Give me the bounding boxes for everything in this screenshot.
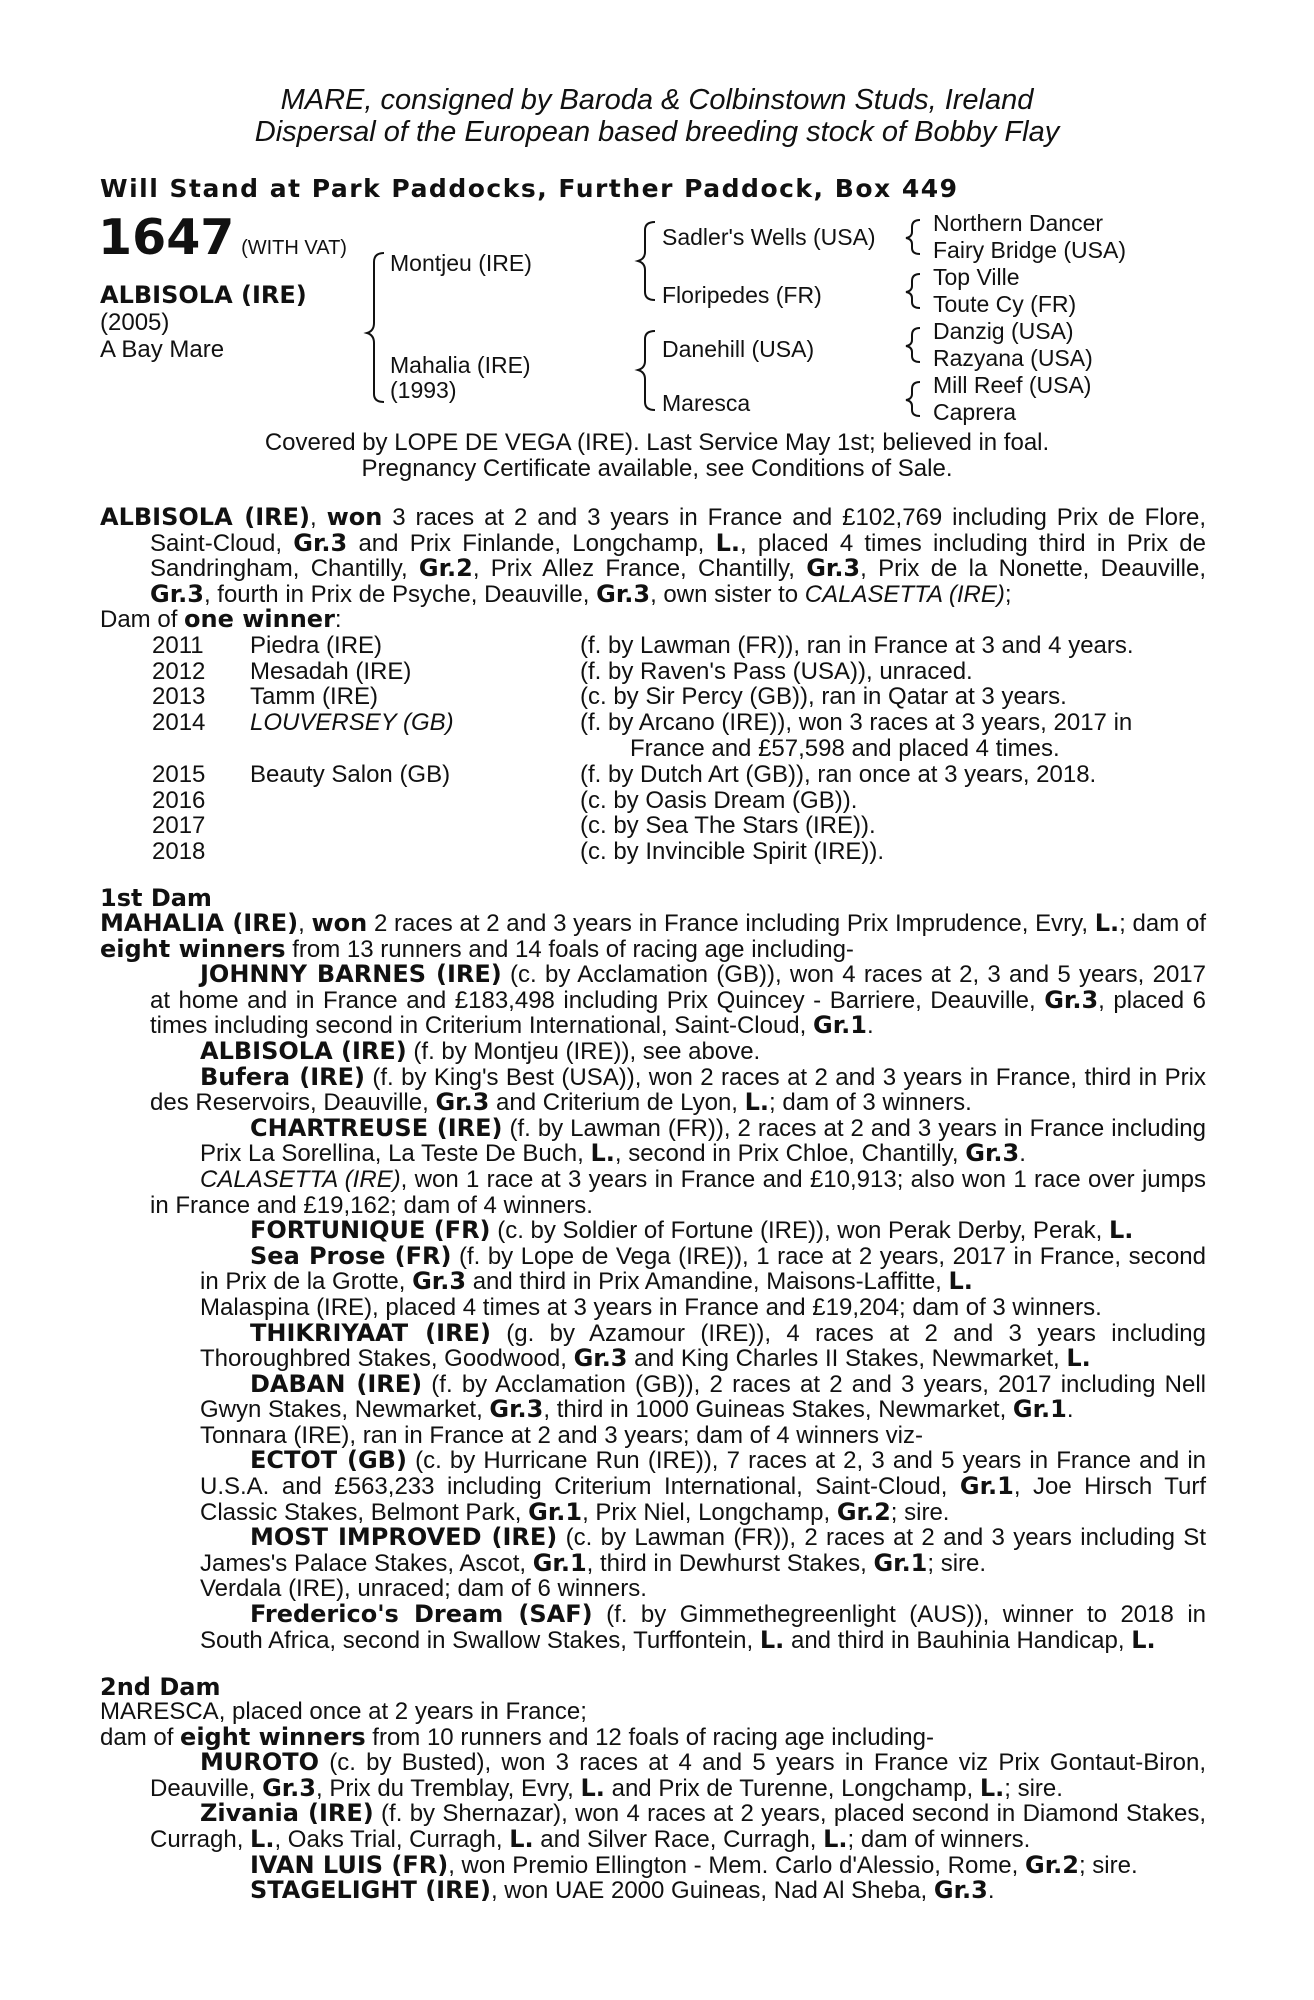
- produce-name: Piedra (IRE): [250, 632, 383, 659]
- produce-detail: (f. by Arcano (IRE)), won 3 races at 3 years, 2017 in: [580, 709, 1133, 736]
- produce-year: 2015: [152, 761, 206, 788]
- first-dam-entry: MAHALIA (IRE), won 2 races at 2 and 3 years in France including Prix Imprudence, Evry, L.; dam of eight winners from 13 runners and 14 foals of racing age including-: [100, 909, 1206, 963]
- produce-detail: (c. by Sea The Stars (IRE)).: [580, 812, 876, 839]
- grand-offspring-entry: DABAN (IRE) (f. by Acclamation (GB)), 2 races at 2 and 3 years, 2017 including Nell Gwyn Stakes, Newmarket, Gr.3, third in 1000 Guineas Stakes, Newmarket, Gr.1.: [200, 1369, 1207, 1424]
- produce-year: 2016: [152, 787, 206, 814]
- grand-offspring-entry: IVAN LUIS (FR), won Premio Ellington - Mem. Carlo d'Alessio, Rome, Gr.2; sire.: [250, 1850, 1138, 1879]
- pedigree-sire-sire: Sadler's Wells (USA): [662, 224, 876, 250]
- produce-name: LOUVERSEY (GB): [250, 709, 454, 736]
- produce-year: 2018: [152, 838, 206, 865]
- first-dam-heading: 1st Dam: [100, 884, 212, 912]
- mare-name: ALBISOLA (IRE): [100, 503, 310, 531]
- second-dam-section: [100, 1699, 1206, 1904]
- mare-record: [100, 505, 1206, 633]
- pedigree-dam-sire: Danehill (USA): [662, 336, 815, 362]
- bracket-gen3-1: [906, 220, 920, 254]
- grand-offspring-entry: ECTOT (GB) (c. by Hurricane Run (IRE)), 7 races at 2, 3 and 5 years in France and in U.S.A. and £563,233 including Criterium International, Saint-Cloud, Gr.1, Joe Hirsch Turf Classic Stakes, Belmont Park, Gr.1, Prix Niel, Longchamp, Gr.2; sire.: [200, 1446, 1207, 1526]
- lot-horse-name: ALBISOLA (IRE): [100, 281, 307, 309]
- offspring-entry: ALBISOLA (IRE) (f. by Montjeu (IRE)), see above.: [200, 1036, 761, 1065]
- produce-detail: (f. by Lawman (FR)), ran in France at 3 and 4 years.: [580, 632, 1134, 659]
- grand-offspring-entry: STAGELIGHT (IRE), won UAE 2000 Guineas, Nad Al Sheba, Gr.3.: [250, 1876, 995, 1905]
- offspring-entry: Zivania (IRE) (f. by Shernazar), won 4 races at 2 years, placed second in Diamond Stakes, Curragh, L., Oaks Trial, Curragh, L. and Silver Race, Curragh, L.; dam of winners.: [150, 1799, 1206, 1853]
- grand-offspring-entry: FORTUNIQUE (FR) (c. by Soldier of Fortune (IRE)), won Perak Derby, Perak, L.: [250, 1216, 1134, 1245]
- bracket-gen1: [367, 253, 384, 402]
- pedigree-dam-dam: Maresca: [662, 390, 751, 416]
- pedigree-dam-year: (1993): [390, 377, 457, 403]
- produce-year: 2017: [152, 812, 206, 839]
- pedigree-g3-5: Danzig (USA): [933, 318, 1074, 344]
- pedigree-g3-7: Mill Reef (USA): [933, 372, 1092, 398]
- grand-offspring-entry: THIKRIYAAT (IRE) (g. by Azamour (IRE)), 4 races at 2 and 3 years including Thoroughbred Stakes, Goodwood, Gr.3 and King Charles II Stakes, Newmarket, L.: [200, 1318, 1207, 1373]
- bracket-gen3-4: [906, 382, 920, 416]
- bracket-gen2-top: [638, 222, 655, 300]
- vat-note: (WITH VAT): [241, 237, 347, 259]
- offspring-entry: CALASETTA (IRE), won 1 race at 3 years in France and £10,913; also won 1 race over jumps in France and £19,162; dam of 4 winners.: [150, 1165, 1206, 1219]
- catalogue-header-consignor: MARE, consigned by Baroda & Colbinstown Studs, Ireland: [280, 84, 1034, 116]
- grand-offspring-entry: CHARTREUSE (IRE) (f. by Lawman (FR)), 2 races at 2 and 3 years in France including Prix La Sorellina, La Teste De Buch, L., second in Prix Chloe, Chantilly, Gr.3.: [200, 1113, 1207, 1168]
- grand-offspring-entry: Frederico's Dream (SAF) (f. by Gimmethegreenlight (AUS)), winner to 2018 in South Africa, second in Swallow Stakes, Turffontein, L. and third in Bauhinia Handicap, L.: [200, 1600, 1206, 1654]
- pedigree-sire: Montjeu (IRE): [390, 250, 532, 276]
- produce-name: Mesadah (IRE): [250, 658, 412, 685]
- produce-name: Tamm (IRE): [250, 683, 378, 710]
- stand-location: Will Stand at Park Paddocks, Further Paddock, Box 449: [100, 174, 959, 203]
- offspring-entry: JOHNNY BARNES (IRE) (c. by Acclamation (GB)), won 4 races at 2, 3 and 5 years, 2017 at home and in France and £183,498 including Prix Quincey - Barriere, Deauville, Gr.3, placed 6 times including second in Criterium International, Saint-Cloud, Gr.1.: [150, 960, 1207, 1040]
- offspring-entry: Malaspina (IRE), placed 4 times at 3 years in France and £19,204; dam of 3 winners.: [200, 1293, 1102, 1321]
- bracket-gen3-3: [906, 328, 920, 362]
- covered-note: Covered by LOPE DE VEGA (IRE). Last Service May 1st; believed in foal.: [264, 429, 1050, 456]
- pregnancy-note: Pregnancy Certificate available, see Conditions of Sale.: [361, 455, 953, 482]
- produce-name: Beauty Salon (GB): [250, 761, 451, 788]
- grand-offspring-entry: MOST IMPROVED (IRE) (c. by Lawman (FR)), 2 races at 2 and 3 years including St James's Palace Stakes, Ascot, Gr.1, third in Dewhurst Stakes, Gr.1; sire.: [200, 1523, 1206, 1577]
- mare-paragraph: ALBISOLA (IRE), won 3 races at 2 and 3 years in France and £102,769 including Prix de Flore, Saint-Cloud, Gr.3 and Prix Finlande, Longchamp, L., placed 4 times including third in Prix de Sandringham, Chantilly, Gr.2, Prix Allez France, Chantilly, Gr.3, Prix de la Nonette, Deauville, Gr.3, fourth in Prix de Psyche, Deauville, Gr.3, own sister to CALASETTA (IRE);: [100, 503, 1207, 608]
- pedigree-g3-1: Northern Dancer: [933, 210, 1104, 236]
- lot-description: A Bay Mare: [100, 336, 225, 363]
- pedigree-g3-3: Top Ville: [933, 264, 1020, 290]
- catalogue-header-dispersal: Dispersal of the European based breeding stock of Bobby Flay: [254, 116, 1060, 148]
- offspring-entry: Verdala (IRE), unraced; dam of 6 winners.: [200, 1575, 647, 1603]
- bracket-gen2-bottom: [638, 331, 655, 410]
- pedigree-g3-4: Toute Cy (FR): [933, 291, 1077, 317]
- offspring-entry: Tonnara (IRE), ran in France at 2 and 3 years; dam of 4 winners viz-: [200, 1421, 923, 1449]
- pedigree-brackets: [0, 0, 1314, 440]
- dam-of-line: Dam of one winner:: [100, 605, 342, 634]
- pedigree-g3-6: Razyana (USA): [933, 345, 1093, 371]
- bracket-gen3-2: [906, 274, 920, 308]
- offspring-entry: MUROTO (c. by Busted), won 3 races at 4 and 5 years in France viz Prix Gontaut-Biron, Deauville, Gr.3, Prix du Tremblay, Evry, L. and Prix de Turenne, Longchamp, L.; sire.: [150, 1748, 1206, 1802]
- first-dam-section: [100, 911, 1206, 1653]
- lot-number: 1647: [98, 209, 235, 266]
- second-dam-summary: dam of eight winners from 10 runners and 12 foals of racing age including-: [100, 1722, 934, 1751]
- pedigree-dam: Mahalia (IRE): [390, 352, 531, 378]
- produce-detail-continued: France and £57,598 and placed 4 times.: [630, 735, 1060, 762]
- produce-year: 2012: [152, 658, 206, 685]
- produce-year: 2013: [152, 683, 206, 710]
- offspring-entry: Bufera (IRE) (f. by King's Best (USA)), won 2 races at 2 and 3 years in France, third in Prix des Reservoirs, Deauville, Gr.3 and Criterium de Lyon, L.; dam of 3 winners.: [150, 1062, 1207, 1117]
- second-dam-entry: MARESCA, placed once at 2 years in France;: [100, 1698, 587, 1725]
- produce-detail: (f. by Raven's Pass (USA)), unraced.: [580, 658, 973, 685]
- pedigree-g3-2: Fairy Bridge (USA): [933, 237, 1126, 263]
- second-dam-heading: 2nd Dam: [100, 1673, 221, 1701]
- produce-detail: (f. by Dutch Art (GB)), ran once at 3 years, 2018.: [580, 761, 1097, 788]
- grand-offspring-entry: Sea Prose (FR) (f. by Lope de Vega (IRE)), 1 race at 2 years, 2017 in France, second in Prix de la Grotte, Gr.3 and third in Prix Amandine, Maisons-Laffitte, L.: [200, 1241, 1206, 1296]
- produce-year: 2014: [152, 709, 206, 736]
- produce-detail: (c. by Sir Percy (GB)), ran in Qatar at 3 years.: [580, 683, 1067, 710]
- produce-year: 2011: [152, 632, 204, 659]
- pedigree-sire-dam: Floripedes (FR): [662, 282, 822, 308]
- lot-year: (2005): [100, 309, 170, 336]
- produce-detail: (c. by Invincible Spirit (IRE)).: [580, 838, 885, 865]
- pedigree-g3-8: Caprera: [933, 399, 1017, 425]
- produce-detail: (c. by Oasis Dream (GB)).: [580, 787, 858, 814]
